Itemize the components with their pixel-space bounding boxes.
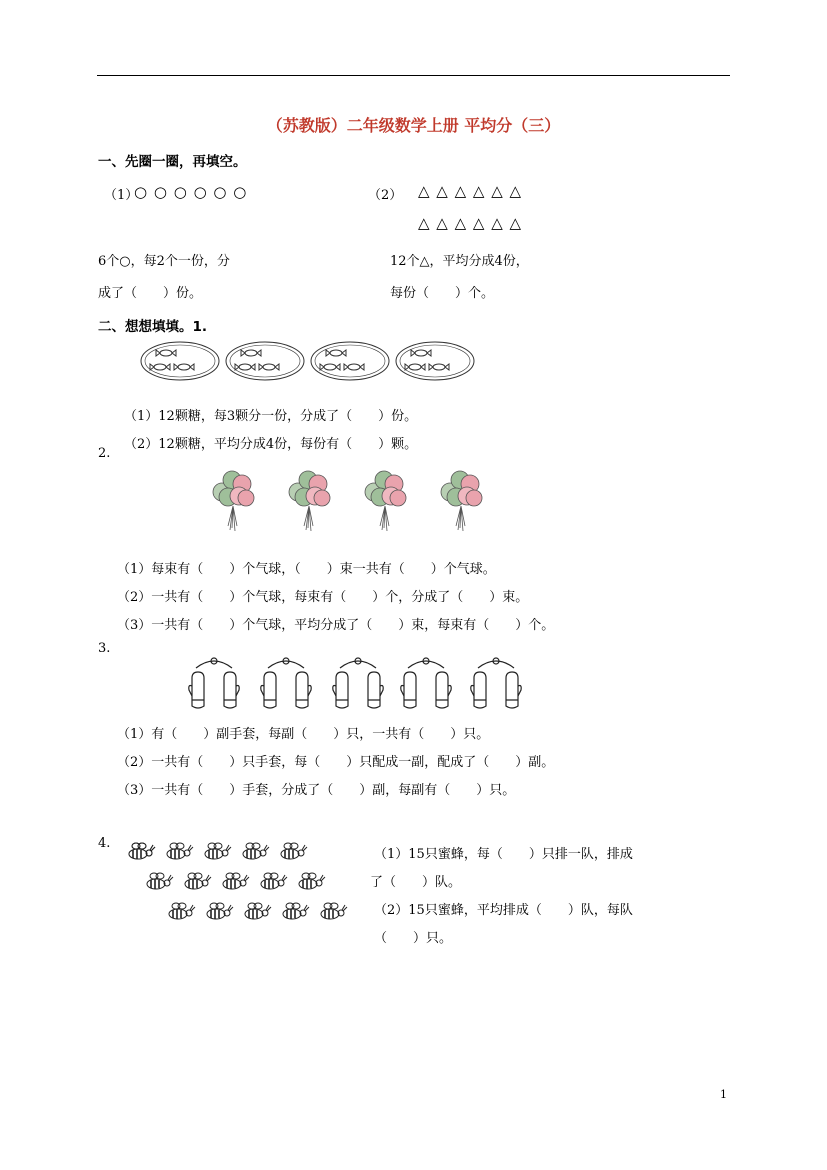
p2-question-1: （1）每束有（ ）个气球，（ ）束一共有（ ）个气球。: [117, 562, 496, 577]
p3-question-3: （3）一共有（ ）手套，分成了（ ）副，每副有（ ）只。: [117, 783, 516, 798]
p1-question-2: （2）12颗糖，平均分成4份，每份有（ ）颗。: [124, 437, 418, 452]
q2-triangles-row1: △ △ △ △ △ △: [418, 182, 523, 200]
section1-heading: 一、先圈一圈，再填空。: [98, 154, 247, 170]
p2-question-2: （2）一共有（ ）个气球，每束有（ ）个，分成了（ ）束。: [117, 590, 529, 605]
q1-text-line1: 6个○，每2个一份，分: [98, 254, 230, 269]
p4-question-2-line2: （ ）只。: [374, 931, 453, 946]
balloons-illustration: [208, 466, 493, 536]
q2-label: （2）: [368, 188, 403, 203]
gloves-illustration: [188, 656, 528, 712]
q2-text-line1: 12个△，平均分成4份，: [390, 254, 529, 269]
q1-circles: ○ ○ ○ ○ ○ ○: [134, 183, 248, 201]
page-title: （苏教版）二年级数学上册 平均分（三）: [266, 116, 561, 135]
page-number: 1: [720, 1088, 727, 1101]
p2-number: 2.: [98, 446, 111, 461]
p3-number: 3.: [98, 641, 111, 656]
q2-triangles-row2: △ △ △ △ △ △: [418, 214, 523, 232]
p3-question-2: （2）一共有（ ）只手套，每（ ）只配成一副，配成了（ ）副。: [117, 755, 555, 770]
q1-text-line2: 成了（ ）份。: [98, 286, 203, 301]
q1-label: （1）: [104, 188, 139, 203]
p1-question-1: （1）12颗糖，每3颗分一份，分成了（ ）份。: [124, 409, 418, 424]
section2-heading: 二、想想填填。1.: [98, 319, 208, 335]
p2-question-3: （3）一共有（ ）个气球，平均分成了（ ）束，每束有（ ）个。: [117, 618, 555, 633]
q2-text-line2: 每份（ ）个。: [390, 286, 495, 301]
header-rule: [97, 75, 730, 76]
bees-illustration: [124, 842, 354, 927]
p4-question-1-line2: 了（ ）队。: [370, 875, 462, 890]
candy-plates-illustration: [140, 340, 450, 382]
p4-number: 4.: [98, 836, 111, 851]
p4-question-2-line1: （2）15只蜜蜂，平均排成（ ）队，每队: [374, 903, 633, 918]
p3-question-1: （1）有（ ）副手套，每副（ ）只，一共有（ ）只。: [117, 727, 490, 742]
p4-question-1-line1: （1）15只蜜蜂，每（ ）只排一队，排成: [374, 847, 633, 862]
